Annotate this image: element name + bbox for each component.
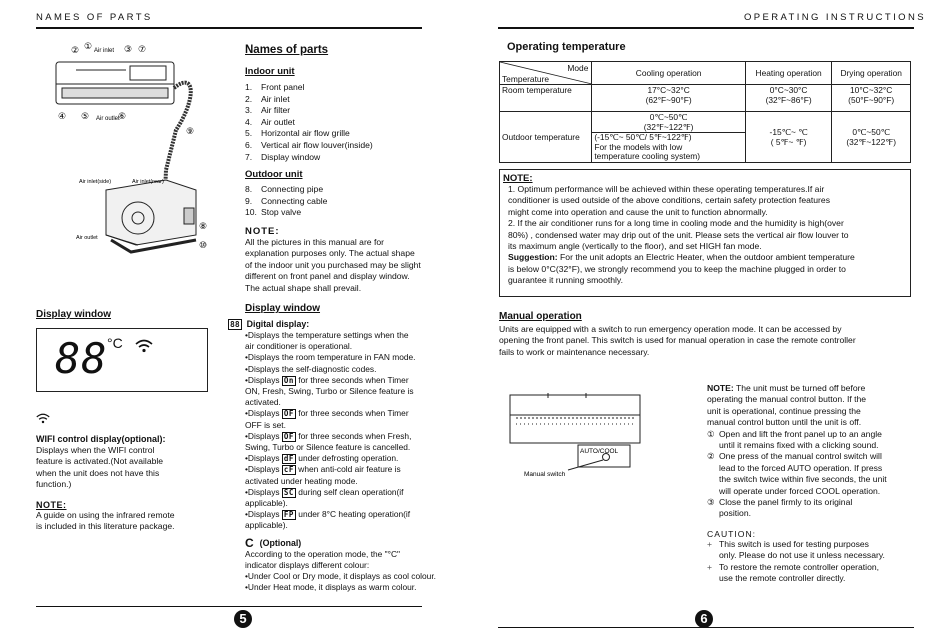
low-temp-system: temperature cooling system) xyxy=(594,151,701,162)
display-item-line: activated. xyxy=(245,397,281,408)
right-header-rule xyxy=(498,27,914,29)
list-item xyxy=(245,464,475,486)
suggestion-text xyxy=(508,252,910,286)
step-line: position. xyxy=(719,508,752,519)
list-item xyxy=(245,82,435,94)
suggestion-line-2: is below 0°C(32°F), we strongly recommend you to keep the machine plugged in order to xyxy=(508,263,846,274)
unit-diagram xyxy=(46,40,236,290)
display-item-first-line xyxy=(245,408,475,419)
list-item xyxy=(245,152,435,164)
display-item-suffix: under defrosting operation. xyxy=(295,453,399,464)
display-item-prefix: •Displays xyxy=(245,453,282,464)
part-name: Horizontal air flow grille xyxy=(261,128,350,139)
text-line: conditioner is used outside of the above conditions, certain safety protection features xyxy=(508,195,830,206)
table-corner-cell xyxy=(500,62,592,85)
list-item xyxy=(245,94,435,106)
display-item-first-line xyxy=(245,509,475,520)
list-item xyxy=(245,352,475,363)
part-number: 1. xyxy=(245,82,253,92)
step-line: Close the panel firmly to its original xyxy=(719,497,853,508)
display-item-suffix: for three seconds when Timer xyxy=(295,374,409,385)
display-window-right-title: Display window xyxy=(245,303,321,314)
part-name: Display window xyxy=(261,151,321,162)
display-item-line: air conditioner is operational. xyxy=(245,341,353,352)
suggestion-label: Suggestion: xyxy=(508,252,558,263)
manual-note-line-4: manual control button until the unit is off. xyxy=(707,417,862,428)
indoor-unit-drawing xyxy=(56,62,174,104)
text-line: indicator displays different colour: xyxy=(245,559,370,570)
display-item-prefix: •Displays xyxy=(245,509,282,520)
display-item-suffix: for three seconds when Fresh, xyxy=(295,430,412,441)
text-line: According to the operation mode, the "°C" xyxy=(245,548,401,559)
text-line: feature is activated.(Not available xyxy=(36,456,164,467)
outdoor-cooling-celsius: 0℃~50℃ xyxy=(649,112,688,122)
step-number: ③ xyxy=(707,497,715,508)
remote-note-title: NOTE: xyxy=(36,500,67,510)
step-line: will operate under forced COOL operation. xyxy=(719,485,881,496)
corner-temperature-label: Temperature xyxy=(502,74,550,84)
room-cooling-fahrenheit: (62°F~90°F) xyxy=(645,95,692,105)
lcd-digits: 88 xyxy=(55,334,108,383)
text-line: A guide on using the infrared remote xyxy=(36,510,175,520)
list-item xyxy=(245,330,475,352)
caution-line: only. Please do not use it unless necessary. xyxy=(719,550,885,561)
part-name: Front panel xyxy=(261,82,305,92)
room-drying-celsius: 10°C~32°C xyxy=(850,85,893,95)
list-item xyxy=(707,562,917,585)
text-line: 2. If the air conditioner runs for a long time in cooling mode and the humidity is high(over xyxy=(508,218,844,229)
operating-note-box xyxy=(499,169,911,297)
col-header-drying: Drying operation xyxy=(832,62,911,85)
part-name: Stop valve xyxy=(261,207,302,218)
callout-1: ① xyxy=(84,42,93,52)
display-item-first-line xyxy=(245,464,475,475)
display-item-line: ON, Fresh, Swing, Turbo or Silence feature is xyxy=(245,386,414,397)
text-line: explanation purposes only. The actual shape xyxy=(245,248,415,259)
step-line: the switch twice within five seconds, the unit xyxy=(719,474,887,485)
part-number: 10. xyxy=(245,207,257,218)
list-item xyxy=(245,364,475,375)
lcd-celsius-indicator: °C xyxy=(107,335,123,351)
callout-9: ⑨ xyxy=(186,127,195,137)
room-heating-celsius: 0°C~30°C xyxy=(769,85,808,95)
display-code-icon: OF xyxy=(283,431,294,441)
part-number: 5. xyxy=(245,128,253,139)
part-number: 4. xyxy=(245,116,253,127)
part-name: Air inlet xyxy=(261,93,290,104)
step-line: until it remains fixed with a clicking sound. xyxy=(719,440,879,451)
operating-note-2 xyxy=(508,218,910,252)
text-line: fails to work or maintenance necessary. xyxy=(499,346,650,357)
text-line: opening the front panel. This switch is used for manual operation in case the remote controller xyxy=(499,335,856,346)
list-item xyxy=(245,453,475,464)
text-line: •Under Heat mode, it displays as warm colour. xyxy=(245,582,417,593)
part-number: 8. xyxy=(245,184,253,195)
part-number: 6. xyxy=(245,139,253,150)
right-page-header: OPERATING INSTRUCTIONS xyxy=(744,12,926,23)
outdoor-heating-fahrenheit: ( 5℉~ ℉) xyxy=(770,136,807,147)
display-item-prefix: •Displays xyxy=(245,408,282,419)
text-line: 1. Optimum performance will be achieved within these operating temperatures.If air xyxy=(508,184,825,194)
manual-operation-section xyxy=(499,311,913,358)
display-code-icon: On xyxy=(283,375,294,385)
names-of-parts-section xyxy=(245,44,435,294)
outdoor-unit-title: Outdoor unit xyxy=(245,169,303,181)
list-item xyxy=(245,431,475,453)
display-item-line: applicable). xyxy=(245,498,288,509)
outdoor-heating-celsius: -15℃~ ℃ xyxy=(769,126,808,137)
wifi-indicator-icon xyxy=(36,413,50,424)
indoor-unit-outline xyxy=(510,395,640,443)
list-item xyxy=(245,509,475,531)
callout-6: ⑥ xyxy=(118,112,127,122)
callout-4: ④ xyxy=(58,112,67,122)
text-line: function.) xyxy=(36,479,72,490)
room-cooling-celsius: 17°C~32°C xyxy=(647,85,690,95)
display-code-icon: SC xyxy=(283,487,294,497)
optional-text xyxy=(245,549,475,594)
suggestion-line-3: guarantee it running smoothly. xyxy=(508,275,623,286)
right-page-number: 6 xyxy=(695,610,713,628)
part-name: Air filter xyxy=(261,105,291,116)
room-cooling-cell xyxy=(592,85,746,112)
display-item-line: •Displays the temperature settings when the xyxy=(245,330,409,340)
manual-operation-text xyxy=(499,324,913,358)
indoor-unit-title: Indoor unit xyxy=(245,66,295,77)
remote-note xyxy=(36,500,236,533)
callout-8: ⑧ xyxy=(199,222,208,232)
display-item-prefix: •Displays xyxy=(245,430,282,441)
manual-operation-title: Manual operation xyxy=(499,311,582,322)
names-of-parts-title: Names of parts xyxy=(245,44,329,56)
display-item-line: OFF is set. xyxy=(245,419,286,430)
wifi-control-title: WIFI control display(optional): xyxy=(36,434,166,444)
wifi-icon xyxy=(135,339,153,353)
callout-3: ③ xyxy=(124,45,133,55)
part-name: Connecting cable xyxy=(261,195,328,206)
air-outlet-label: Air outlet xyxy=(96,116,120,122)
list-item xyxy=(245,128,435,140)
room-heating-cell xyxy=(745,85,831,112)
caution-line: This switch is used for testing purposes xyxy=(719,538,869,549)
operating-note-1 xyxy=(508,184,910,218)
outdoor-air-outlet-label: Air outlet xyxy=(76,235,98,241)
step-line: lead to the forced AUTO operation. If press xyxy=(719,462,883,473)
suggestion-line-1: For the unit adopts an Electric Heater, when the outdoor ambient temperature xyxy=(557,252,855,263)
display-item-prefix: •Displays xyxy=(245,464,282,475)
corner-mode-label: Mode xyxy=(567,63,589,73)
display-code-icon: OF xyxy=(283,409,294,419)
text-line: of the indoor unit you purchased may be slight xyxy=(245,259,421,270)
text-line: is included in this literature package. xyxy=(36,521,175,532)
list-item xyxy=(245,375,475,409)
outdoor-cooling-fahrenheit: (32℉~122℉) xyxy=(643,122,694,132)
manual-note-label: NOTE: xyxy=(707,383,734,393)
left-header-rule xyxy=(36,27,422,29)
list-item xyxy=(245,117,435,129)
display-code-icon: FP xyxy=(283,510,294,520)
manual-note xyxy=(707,383,917,429)
remote-note-text xyxy=(36,510,236,533)
display-window-left-title: Display window xyxy=(36,309,112,320)
list-item xyxy=(245,140,435,152)
part-name: Air outlet xyxy=(261,116,295,127)
col-header-cooling: Cooling operation xyxy=(592,62,746,85)
step-text xyxy=(719,451,887,497)
part-name: Connecting pipe xyxy=(261,184,324,195)
display-item-line: •Displays the room temperature in FAN mode. xyxy=(245,352,416,363)
list-item xyxy=(245,184,435,196)
digital-display-icon: 88 xyxy=(230,320,240,329)
display-item-line: applicable). xyxy=(245,520,288,531)
list-item xyxy=(245,408,475,430)
callout-7: ⑦ xyxy=(138,45,147,55)
part-name: Vertical air flow louver(inside) xyxy=(261,139,373,150)
part-number: 9. xyxy=(245,195,253,206)
display-item-prefix: •Displays xyxy=(245,374,282,385)
air-inlet-side-label: Air inlet(side) xyxy=(79,179,112,185)
list-item xyxy=(707,429,917,452)
caution-text xyxy=(719,562,879,585)
step-line: Open and lift the front panel up to an angle xyxy=(719,428,882,439)
callout-2: ② xyxy=(71,46,80,56)
display-item-first-line xyxy=(245,487,475,498)
low-temp-models: For the models with low xyxy=(594,141,683,152)
manual-switch-diagram xyxy=(508,390,643,482)
digital-display-list xyxy=(245,330,475,532)
text-line: different on front panel and display window. xyxy=(245,271,410,282)
display-item-first-line xyxy=(245,431,475,442)
display-item-first-line xyxy=(245,375,475,386)
names-note-text xyxy=(245,237,435,294)
caution-text xyxy=(719,539,885,562)
room-heating-fahrenheit: (32°F~86°F) xyxy=(765,95,812,105)
outdoor-heating-cell xyxy=(745,112,831,163)
wifi-description xyxy=(36,433,236,491)
caution-bullet-icon: + xyxy=(707,561,713,572)
part-number: 3. xyxy=(245,105,253,116)
outdoor-unit-drawing xyxy=(106,180,196,252)
outdoor-parts-list xyxy=(245,184,435,219)
display-code-icon: dF xyxy=(283,454,294,464)
text-line: when the unit does not have this xyxy=(36,467,160,478)
air-inlet-rear-label: Air inlet(rear) xyxy=(132,179,164,185)
outdoor-low-temp-cooling-cell xyxy=(592,133,746,163)
air-inlet-label: Air inlet xyxy=(94,48,115,54)
caution-line: To restore the remote controller operation, xyxy=(719,561,880,572)
lcd-display-panel xyxy=(36,328,208,392)
text-line: might come into operation and cause the unit to function abnormally. xyxy=(508,206,768,217)
text-line: Displays when the WIFI control xyxy=(36,445,155,455)
low-temp-range: (-15℃~ 50℃/ 5℉~122℉) xyxy=(594,132,692,142)
outdoor-drying-fahrenheit: (32℉~122℉) xyxy=(846,136,897,147)
display-window-right-section xyxy=(230,303,475,593)
left-footer-rule xyxy=(36,606,422,607)
outdoor-drying-celsius: 0℃~50℃ xyxy=(852,126,891,137)
step-number: ② xyxy=(707,451,715,462)
caution-list xyxy=(707,539,917,585)
text-line: •Under Cool or Dry mode, it displays as cool colour. xyxy=(245,571,436,582)
step-text xyxy=(719,429,882,452)
wifi-control-text xyxy=(36,445,236,491)
caution-bullet-icon: + xyxy=(707,538,713,549)
callout-5: ⑤ xyxy=(81,112,90,122)
step-line: One press of the manual control switch will xyxy=(719,451,882,462)
step-text xyxy=(719,497,852,520)
text-line: The actual shape shall prevail. xyxy=(245,282,362,293)
indoor-parts-list xyxy=(245,82,435,163)
list-item xyxy=(245,487,475,509)
part-number: 2. xyxy=(245,93,253,104)
list-item xyxy=(245,105,435,117)
display-item-suffix: under 8°C heating operation(if xyxy=(295,509,411,520)
display-code-icon: cF xyxy=(283,465,294,475)
col-header-heating: Heating operation xyxy=(745,62,831,85)
digital-display-title: Digital display: xyxy=(246,319,310,329)
caution-line: use the remote controller directly. xyxy=(719,573,846,584)
manual-steps-list xyxy=(707,429,917,520)
outdoor-cooling-cell xyxy=(592,112,746,133)
part-number: 7. xyxy=(245,151,253,162)
list-item xyxy=(707,539,917,562)
celsius-c-icon: C xyxy=(245,535,254,550)
auto-cool-label: AUTO/COOL xyxy=(580,448,619,455)
room-drying-fahrenheit: (50°F~90°F) xyxy=(848,95,895,105)
step-number: ① xyxy=(707,428,715,439)
text-line: 80%) , condensed water may drip out of the unit. Please sets the vertical air flow louver to xyxy=(508,229,849,240)
display-item-first-line xyxy=(245,453,475,464)
display-item-line: •Displays the self-diagnostic codes. xyxy=(245,363,377,374)
operating-temperature-title: Operating temperature xyxy=(507,41,626,53)
manual-note-line-2: operating the manual control button. If the xyxy=(707,394,867,405)
left-page-header: NAMES OF PARTS xyxy=(36,12,153,23)
row-room-label: Room temperature xyxy=(500,85,592,112)
operating-temperature-table xyxy=(499,61,911,163)
row-outdoor-label: Outdoor temperature xyxy=(500,112,592,163)
display-item-prefix: •Displays xyxy=(245,486,282,497)
text-line: All the pictures in this manual are for xyxy=(245,236,384,247)
display-window-left-section xyxy=(36,309,216,320)
text-line: its maximum angle (vertically to the floor), and set HIGH fan mode. xyxy=(508,241,762,252)
list-item xyxy=(707,451,917,497)
operating-note-title: NOTE: xyxy=(503,173,533,184)
text-line: Units are equipped with a switch to run emergency operation mode. It can be accessed by xyxy=(499,324,842,334)
display-item-suffix: for three seconds when Timer xyxy=(295,408,409,419)
display-item-line: Swing, Turbo or Silence feature is cancelled. xyxy=(245,442,411,453)
manual-switch-label: Manual switch xyxy=(524,471,566,478)
caution-title: CAUTION: xyxy=(707,528,757,539)
room-drying-cell xyxy=(832,85,911,112)
display-item-line: activated under heating mode. xyxy=(245,475,358,486)
left-page-number: 5 xyxy=(234,610,252,628)
list-item xyxy=(707,497,917,520)
display-item-suffix: during self clean operation(if xyxy=(295,486,404,497)
display-item-suffix: when anti-cold air feature is xyxy=(295,464,401,475)
outdoor-drying-cell xyxy=(832,112,911,163)
manual-instructions xyxy=(707,383,917,585)
manual-note-line-1: The unit must be turned off before xyxy=(733,383,866,393)
list-item xyxy=(245,196,435,208)
callout-10: ⑩ xyxy=(199,241,208,251)
list-item xyxy=(245,207,435,219)
optional-title: (Optional) xyxy=(259,537,302,548)
names-note-title: NOTE: xyxy=(245,225,280,237)
manual-note-line-3: unit is operational, continue pressing the xyxy=(707,405,861,416)
